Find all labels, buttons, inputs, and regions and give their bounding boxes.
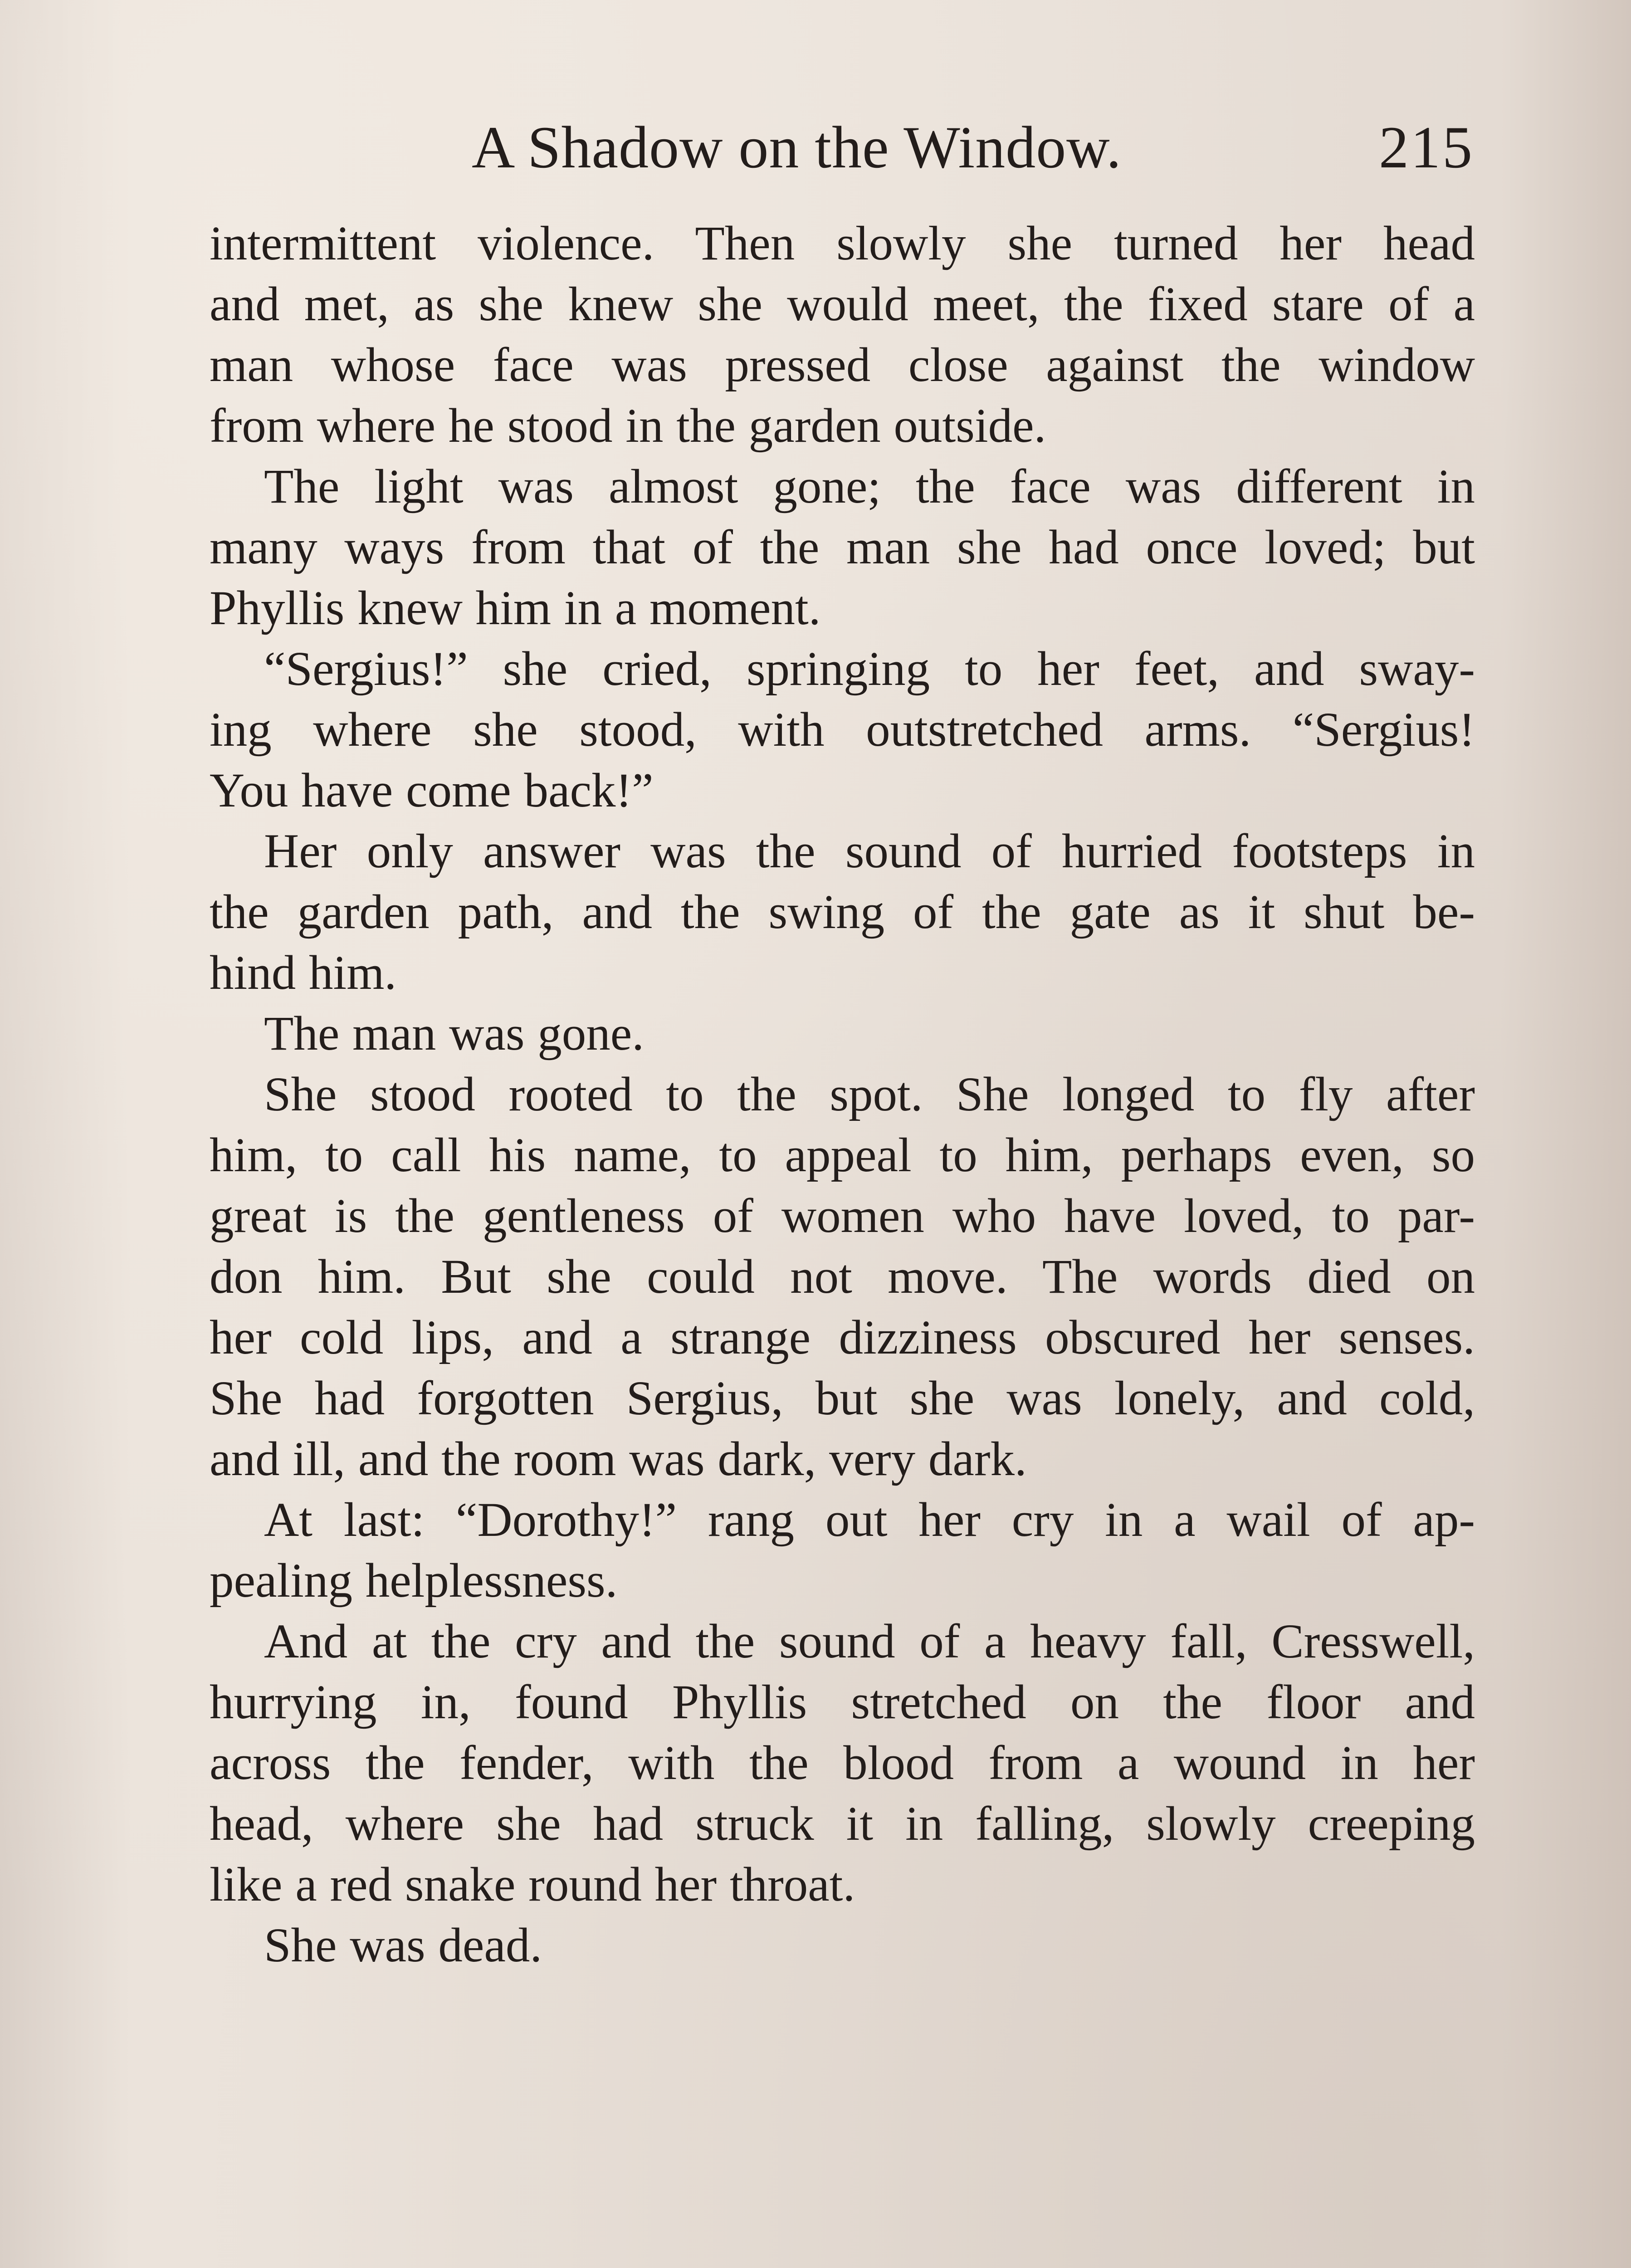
paragraph <box>210 213 1475 456</box>
text-line: and ill, and the room was dark, very dark. <box>210 1432 1027 1486</box>
running-title: A Shadow on the Window. <box>472 114 1122 181</box>
text-line: At last: “Dorothy!” rang out her cry in a wail of ap- <box>264 1493 1475 1547</box>
text-line: head, where she had struck it in falling, slowly creeping <box>210 1797 1475 1851</box>
text-line: And at the cry and the sound of a heavy fall, Cresswell, <box>264 1615 1475 1668</box>
text-line: hind him. <box>210 946 397 1000</box>
paragraph <box>210 1915 1475 1976</box>
running-head <box>209 102 1474 193</box>
paragraph <box>210 456 1475 639</box>
text-line: hurrying in, found Phyllis stretched on the floor and <box>210 1676 1475 1729</box>
text-line: The light was almost gone; the face was different in <box>264 460 1475 513</box>
page-number: 215 <box>1379 114 1474 181</box>
paragraph <box>210 821 1475 1003</box>
text-line: her cold lips, and a strange dizziness obscured her senses. <box>210 1311 1475 1364</box>
paragraph <box>210 1611 1475 1915</box>
text-line: great is the gentleness of women who have loved, to par- <box>210 1189 1475 1243</box>
text-line: The man was gone. <box>264 1007 644 1061</box>
text-line: intermittent violence. Then slowly she turned her head <box>210 217 1475 270</box>
paragraph <box>210 1064 1475 1490</box>
text-line: You have come back!” <box>210 764 654 817</box>
text-line: pealing helplessness. <box>210 1554 618 1608</box>
text-line: him, to call his name, to appeal to him, perhaps even, so <box>210 1129 1475 1182</box>
text-line: and met, as she knew she would meet, the fixed stare of a <box>210 278 1475 331</box>
text-line: She stood rooted to the spot. She longed to fly after <box>264 1068 1475 1121</box>
text-line: man whose face was pressed close against the window <box>210 338 1475 392</box>
paragraph <box>210 639 1475 821</box>
paragraph <box>210 1490 1475 1611</box>
body-text <box>210 213 1475 1976</box>
text-line: like a red snake round her throat. <box>210 1858 855 1911</box>
text-line: Phyllis knew him in a moment. <box>210 582 821 635</box>
text-line: across the fender, with the blood from a wound in her <box>210 1736 1475 1790</box>
text-line: “Sergius!” she cried, springing to her feet, and sway- <box>264 642 1475 696</box>
text-line: many ways from that of the man she had once loved; but <box>210 521 1475 574</box>
text-line: ing where she stood, with outstretched arms. “Sergius! <box>210 703 1475 757</box>
text-line: don him. But she could not move. The words died on <box>210 1250 1475 1304</box>
text-line: She had forgotten Sergius, but she was lonely, and cold, <box>210 1372 1475 1425</box>
text-line: She was dead. <box>264 1919 542 1972</box>
paragraph <box>210 1003 1475 1064</box>
text-line: Her only answer was the sound of hurried footsteps in <box>264 825 1475 878</box>
text-line: from where he stood in the garden outside. <box>210 399 1046 453</box>
text-line: the garden path, and the swing of the gate as it shut be- <box>210 885 1475 939</box>
